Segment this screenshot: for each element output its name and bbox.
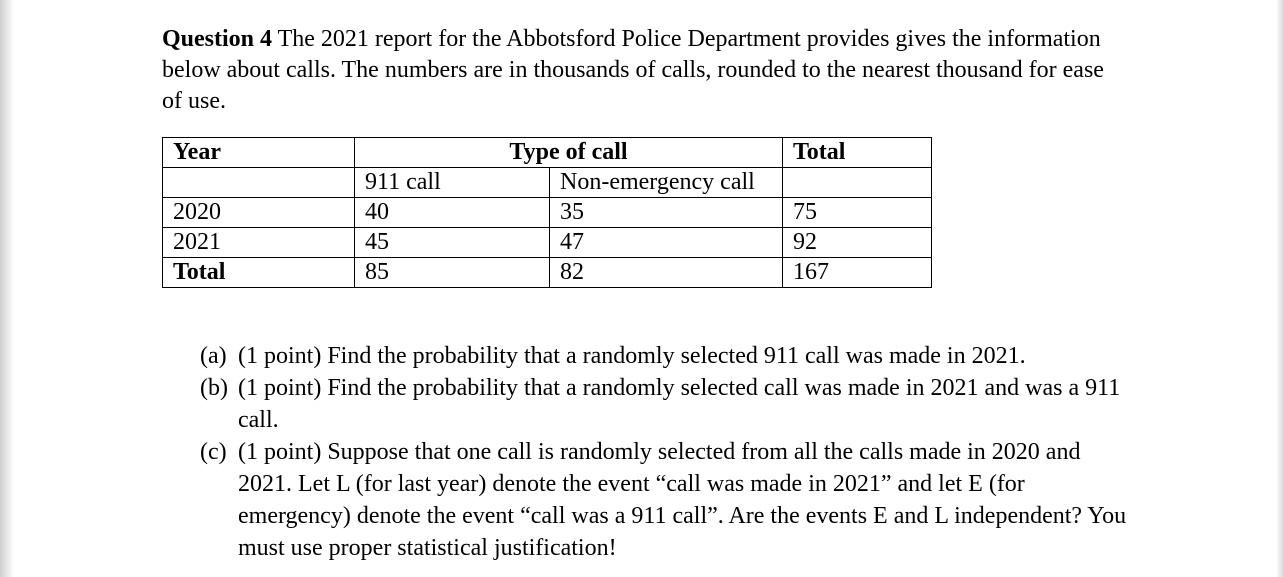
part-a-text: (1 point) Find the probability that a randomly selected 911 call was made in 2021. [238, 343, 1026, 369]
calls-table [162, 137, 932, 288]
subheader-non-emergency: Non-emergency call [550, 168, 783, 198]
subheader-blank [163, 168, 355, 198]
page-edge-shadow-right [1276, 0, 1284, 577]
header-year: Year [163, 138, 355, 168]
part-c [200, 436, 1130, 564]
table-subheader-row [163, 168, 932, 198]
cell-911: 45 [355, 228, 550, 258]
subheader-911: 911 call [355, 168, 550, 198]
table-row [163, 198, 932, 228]
subheader-total-blank [783, 168, 932, 198]
part-b-text: (1 point) Find the probability that a randomly selected call was made in 2021 and was a 911 call. [238, 375, 1121, 433]
cell-non-emergency: 47 [550, 228, 783, 258]
cell-non-emergency: 35 [550, 198, 783, 228]
part-b-tag: (b) [200, 375, 228, 401]
part-c-text: (1 point) Suppose that one call is randomly selected from all the calls made in 2020 and 2021. Let L (for last year) denote the event “call was made in 2021” and let E (for emergency) denote the event “call was a 911 call”. Are the events E and L independent? You must use proper statistical justification! [238, 439, 1127, 561]
table-row [163, 228, 932, 258]
header-type-of-call: Type of call [355, 138, 783, 168]
cell-total: 75 [783, 198, 932, 228]
part-a [200, 340, 1130, 372]
cell-911: 85 [355, 258, 550, 288]
row-label: 2021 [163, 228, 355, 258]
header-total: Total [783, 138, 932, 168]
part-c-tag: (c) [200, 439, 227, 465]
question-label: Question 4 [162, 26, 273, 52]
row-label: 2020 [163, 198, 355, 228]
document-page [162, 24, 1162, 561]
table-header-row [163, 138, 932, 168]
question-text [162, 24, 1122, 117]
question-parts [200, 340, 1130, 564]
table-row-total [163, 258, 932, 288]
cell-total: 167 [783, 258, 932, 288]
part-a-tag: (a) [200, 343, 227, 369]
page-edge-shadow-left [0, 0, 14, 577]
row-label-total: Total [163, 258, 355, 288]
cell-total: 92 [783, 228, 932, 258]
cell-911: 40 [355, 198, 550, 228]
cell-non-emergency: 82 [550, 258, 783, 288]
question-body: The 2021 report for the Abbotsford Police Department provides gives the information below about calls. The numbers are in thousands of calls, rounded to the nearest thousand for ease of use. [162, 26, 1104, 114]
part-b [200, 372, 1130, 436]
